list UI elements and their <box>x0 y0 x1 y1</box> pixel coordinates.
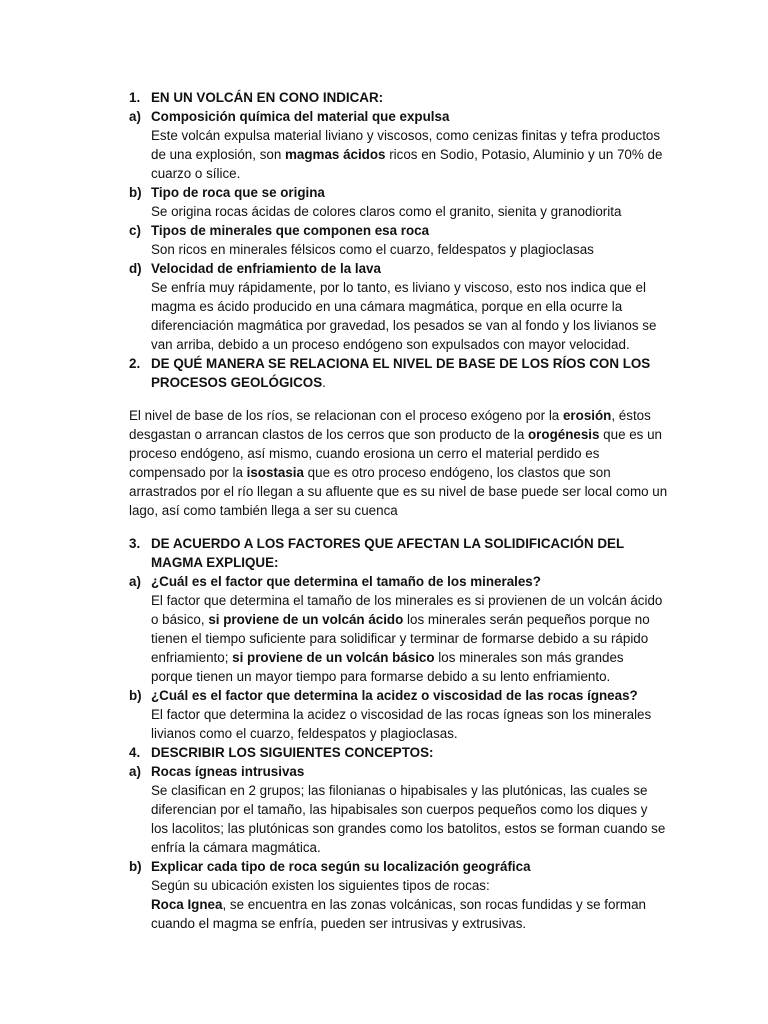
question-title: DE QUÉ MANERA SE RELACIONA EL NIVEL DE BASE DE LOS RÍOS CON LOS PROCESOS GEOLÓGICOS <box>151 356 651 390</box>
answer-text: los minerales son más grandes porque tienen un mayor tiempo para formarse debido a su lento enfriamiento. <box>151 650 624 684</box>
q4-a-answer: Se clasifican en 2 grupos; las filonianas o hipabisales y las plutónicas, las cuales se diferencian por el tamaño, las hipabisales son cuerpos pequeños como los diques y los lacolitos; las plutónicas son grandes como los batolitos, estos se forman cuando se enfría la cámara magmática. <box>151 783 666 855</box>
q1-a-heading <box>129 107 668 126</box>
q1-b-heading <box>129 183 668 202</box>
item-marker: d) <box>129 261 142 276</box>
answer-text: Este volcán expulsa material liviano y viscosos, como cenizas finitas y tefra productos de una explosión, son <box>151 128 661 162</box>
answer-text: El nivel de base de los ríos, se relacionan con el proceso exógeno por la <box>129 408 563 423</box>
q4-b-answer <box>129 895 668 933</box>
question-3-heading <box>129 534 668 572</box>
answer-emphasis: Roca Ignea <box>151 897 223 912</box>
q1-b-answer: Se origina rocas ácidas de colores claros como el granito, sienita y granodiorita <box>151 204 622 219</box>
answer-text: ricos en Sodio, Potasio, Aluminio y un 70% de cuarzo o sílice. <box>151 147 663 181</box>
question-number: 3. <box>129 536 141 551</box>
q1-a-answer <box>129 126 668 183</box>
answer-text: los minerales serán pequeños porque no tienen el tiempo suficiente para solidificar y terminar de formarse debido a su rápido enfriamiento; <box>151 612 650 665</box>
answer-emphasis: orogénesis <box>528 427 600 442</box>
q3-a-heading <box>129 572 668 591</box>
question-1-heading <box>129 88 668 107</box>
question-4-heading <box>129 743 668 762</box>
answer-text: , se encuentra en las zonas volcánicas, son rocas fundidas y se forman cuando el magma se enfría, pueden ser intrusivas y extrusivas. <box>151 897 646 931</box>
item-title: ¿Cuál es el factor que determina la acidez o viscosidad de las rocas ígneas? <box>151 688 638 703</box>
item-marker: a) <box>129 574 141 589</box>
answer-emphasis: si proviene de un volcán ácido <box>208 612 404 627</box>
answer-text: que es otro proceso endógeno, los clastos que son arrastrados por el río llegan a su afluente que es su nivel de base puede ser local como un lago, así como también llega a ser su cuenca <box>129 465 668 518</box>
q4-b-heading <box>129 857 668 876</box>
answer-emphasis: isostasia <box>246 465 304 480</box>
item-title: Tipos de minerales que componen esa roca <box>151 223 430 238</box>
q3-a-answer <box>129 591 668 686</box>
item-marker: a) <box>129 764 141 779</box>
item-title: Rocas ígneas intrusivas <box>151 764 305 779</box>
item-marker: b) <box>129 859 142 874</box>
q1-c-heading <box>129 221 668 240</box>
answer-emphasis: magmas ácidos <box>285 147 386 162</box>
question-2-heading <box>129 354 668 392</box>
question-title: DESCRIBIR LOS SIGUIENTES CONCEPTOS: <box>151 745 434 760</box>
q3-b-heading <box>129 686 668 705</box>
item-title: Explicar cada tipo de roca según su localización geográfica <box>151 859 531 874</box>
q1-d-heading <box>129 259 668 278</box>
q4-b-answer-intro: Según su ubicación existen los siguientes tipos de rocas: <box>151 878 490 893</box>
q2-answer <box>129 406 668 520</box>
item-marker: a) <box>129 109 141 124</box>
q1-c-answer: Son ricos en minerales félsicos como el cuarzo, feldespatos y plagioclasas <box>151 242 594 257</box>
item-marker: c) <box>129 223 141 238</box>
item-marker: b) <box>129 688 142 703</box>
q1-d-answer: Se enfría muy rápidamente, por lo tanto, es liviano y viscoso, esto nos indica que el magma es ácido producido en una cámara magmática, porque en ella ocurre la diferenciación magmática por gravedad, los pesados se van al fondo y los livianos se van arriba, debido a un proceso endógeno son expulsados con mayor velocidad. <box>151 280 657 352</box>
answer-text: que es un proceso endógeno, así mismo, cuando erosiona un cerro el material perdido es compensado por la <box>129 427 662 480</box>
answer-emphasis: si proviene de un volcán básico <box>232 650 435 665</box>
title-period: . <box>322 375 326 390</box>
q4-a-heading <box>129 762 668 781</box>
answer-emphasis: erosión <box>562 408 612 423</box>
question-title: EN UN VOLCÁN EN CONO INDICAR: <box>151 90 384 105</box>
q3-b-answer: El factor que determina la acidez o viscosidad de las rocas ígneas son los minerales livianos como el cuarzo, feldespatos y plagioclasas. <box>151 707 652 741</box>
question-number: 4. <box>129 745 141 760</box>
item-title: Velocidad de enfriamiento de la lava <box>151 261 381 276</box>
item-title: Tipo de roca que se origina <box>151 185 325 200</box>
question-title: DE ACUERDO A LOS FACTORES QUE AFECTAN LA SOLIDIFICACIÓN DEL MAGMA EXPLIQUE: <box>151 536 624 570</box>
item-title: ¿Cuál es el factor que determina el tamaño de los minerales? <box>151 574 541 589</box>
answer-text: , éstos desgastan o arrancan clastos de los cerros que son producto de la <box>129 408 651 442</box>
answer-text: El factor que determina el tamaño de los minerales es si provienen de un volcán ácido o básico, <box>151 593 663 627</box>
item-marker: b) <box>129 185 142 200</box>
question-number: 1. <box>129 90 141 105</box>
item-title: Composición química del material que expulsa <box>151 109 450 124</box>
question-number: 2. <box>129 356 141 371</box>
